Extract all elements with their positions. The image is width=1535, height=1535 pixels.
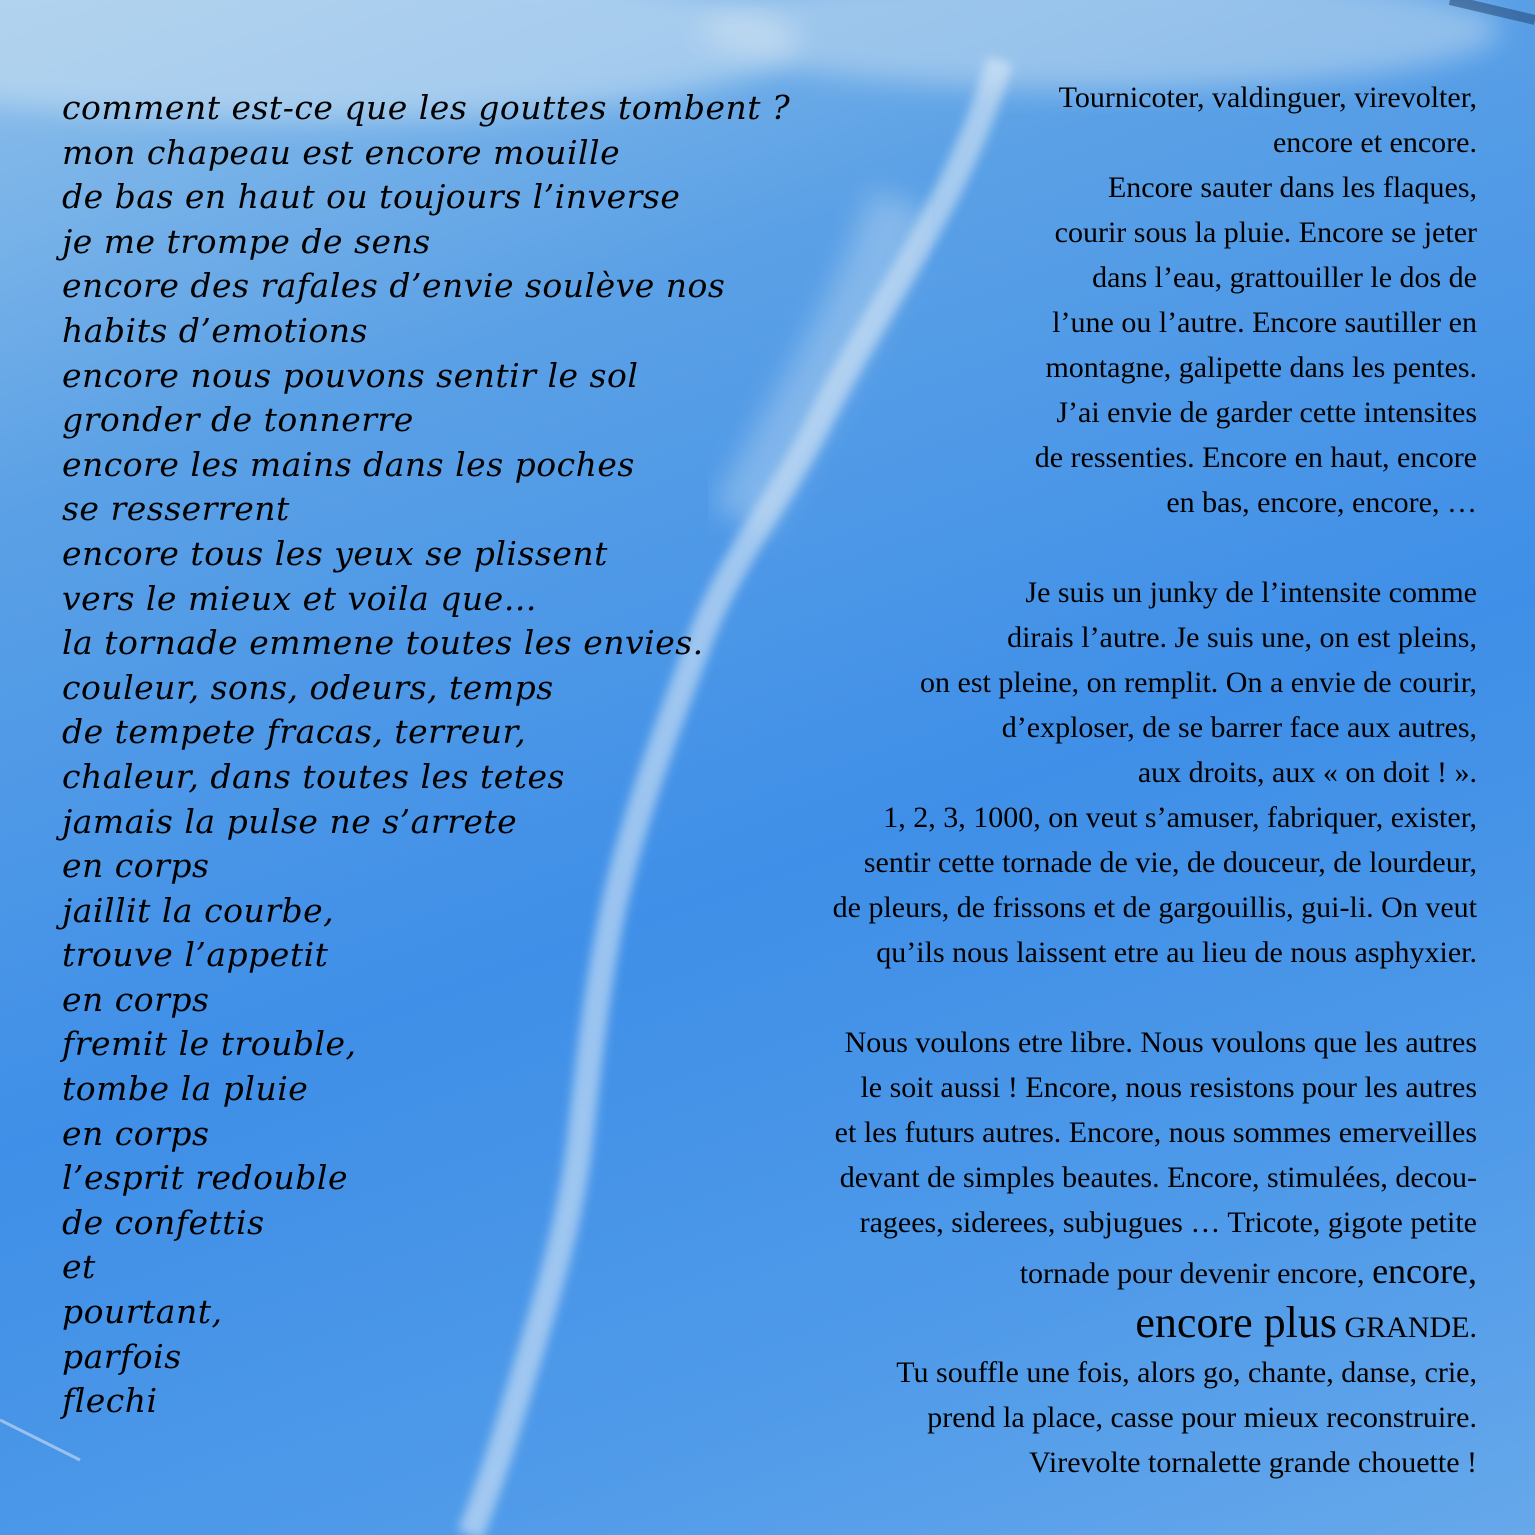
poem-line: encore nous pouvons sentir le sol <box>62 355 639 395</box>
prose-line: dirais l’autre. Je suis une, on est pleins, <box>1007 621 1477 654</box>
poem-line: couleur, sons, odeurs, temps <box>62 667 554 707</box>
poem-line: mon chapeau est encore mouille <box>62 132 621 172</box>
poem-line: parfois <box>62 1336 182 1376</box>
poem-line: se resserrent <box>62 489 290 529</box>
prose-line: 1, 2, 3, 1000, on veut s’amuser, fabriquer, exister, <box>883 801 1477 834</box>
poem-line: habits d’emotions <box>62 310 368 350</box>
prose-line: encore et encore. <box>1272 126 1477 159</box>
prose-line: montagne, galipette dans les pentes. <box>1045 351 1477 384</box>
prose-line: de pleurs, de frissons et de gargouillis, gui-li. On veut <box>832 891 1477 924</box>
prose-text <box>647 75 1477 1485</box>
prose-line: Je suis un junky de l’intensite comme <box>1025 576 1477 609</box>
tornade-text: tornade pour devenir encore, <box>1019 1257 1373 1290</box>
poem-line: trouve l’appetit <box>62 935 329 975</box>
poem-line: jaillit la courbe, <box>62 890 335 930</box>
encore-emphasis: encore, <box>1372 1251 1477 1291</box>
prose-line: Tournicoter, valdinguer, virevolter, <box>1058 81 1477 114</box>
prose-line: courir sous la pluie. Encore se jeter <box>1054 216 1477 249</box>
prose-line-grande <box>647 1300 1477 1350</box>
prose-paragraph-1 <box>647 75 1477 525</box>
prose-line: Virevolte tornalette grande chouette ! <box>1029 1446 1477 1479</box>
poem-line: encore tous les yeux se plissent <box>62 533 608 573</box>
poem-line: de tempete fracas, terreur, <box>62 712 527 752</box>
poem-line: flechi <box>62 1381 158 1421</box>
prose-line: l’une ou l’autre. Encore sautiller en <box>1052 306 1477 339</box>
poem-line: gronder de tonnerre <box>62 400 414 440</box>
prose-line: dans l’eau, grattouiller le dos de <box>1092 261 1477 294</box>
prose-line: prend la place, casse pour mieux reconstruire. <box>927 1401 1477 1434</box>
prose-line: en bas, encore, encore, … <box>1166 486 1477 519</box>
prose-paragraph-2 <box>647 570 1477 975</box>
poem-line: vers le mieux et voila que… <box>62 578 538 618</box>
prose-line: Nous voulons etre libre. Nous voulons que les autres <box>844 1026 1477 1059</box>
poem-line: comment est-ce que les gouttes tombent ? <box>62 88 791 127</box>
paragraph-gap <box>647 975 1477 1020</box>
poem-line: en corps <box>62 1113 210 1153</box>
poem-line: et <box>62 1247 96 1287</box>
grande-text: GRANDE. <box>1337 1311 1477 1344</box>
prose-line: sentir cette tornade de vie, de douceur, de lourdeur, <box>863 846 1477 879</box>
prose-line: le soit aussi ! Encore, nous resistons pour les autres <box>860 1071 1477 1104</box>
poem-line: pourtant, <box>62 1292 223 1332</box>
poem-line: tombe la pluie <box>62 1069 309 1109</box>
prose-line: on est pleine, on remplit. On a envie de courir, <box>920 666 1477 699</box>
poem-line: la tornade emmene toutes les envies. <box>62 623 704 663</box>
prose-line: d’exploser, de se barrer face aux autres, <box>1001 711 1477 744</box>
prose-paragraph-4 <box>647 1350 1477 1485</box>
prose-line: de ressenties. Encore en haut, encore <box>1034 441 1477 474</box>
prose-line: Encore sauter dans les flaques, <box>1107 171 1477 204</box>
poem-line: encore des rafales d’envie soulève nos <box>62 266 726 306</box>
prose-line: aux droits, aux « on doit ! ». <box>1137 756 1477 789</box>
paragraph-gap <box>647 525 1477 570</box>
prose-line: ragees, siderees, subjugues … Tricote, gigote petite <box>859 1206 1477 1239</box>
poem-line: de confettis <box>62 1202 265 1242</box>
poem-line: en corps <box>62 979 210 1019</box>
poem-line: en corps <box>62 846 210 886</box>
poem-line: chaleur, dans toutes les tetes <box>62 756 565 796</box>
poem-line: jamais la pulse ne s’arrete <box>62 801 518 841</box>
prose-line: qu’ils nous laissent etre au lieu de nous asphyxier. <box>876 936 1477 969</box>
poem-line: encore les mains dans les poches <box>62 444 635 484</box>
poem-line: fremit le trouble, <box>62 1024 357 1064</box>
prose-line: J’ai envie de garder cette intensites <box>1056 396 1477 429</box>
encore-plus-emphasis: encore plus <box>1135 1298 1337 1347</box>
prose-line: et les futurs autres. Encore, nous sommes emerveilles <box>834 1116 1477 1149</box>
prose-line: devant de simples beautes. Encore, stimulées, decou- <box>839 1161 1477 1194</box>
poem-line: je me trompe de sens <box>62 221 431 261</box>
poem-line: de bas en haut ou toujours l’inverse <box>62 177 681 217</box>
prose-line: Tu souffle une fois, alors go, chante, danse, crie, <box>896 1356 1477 1389</box>
prose-line-tornade <box>647 1245 1477 1300</box>
poem-line: l’esprit redouble <box>62 1158 348 1198</box>
prose-paragraph-3 <box>647 1020 1477 1350</box>
